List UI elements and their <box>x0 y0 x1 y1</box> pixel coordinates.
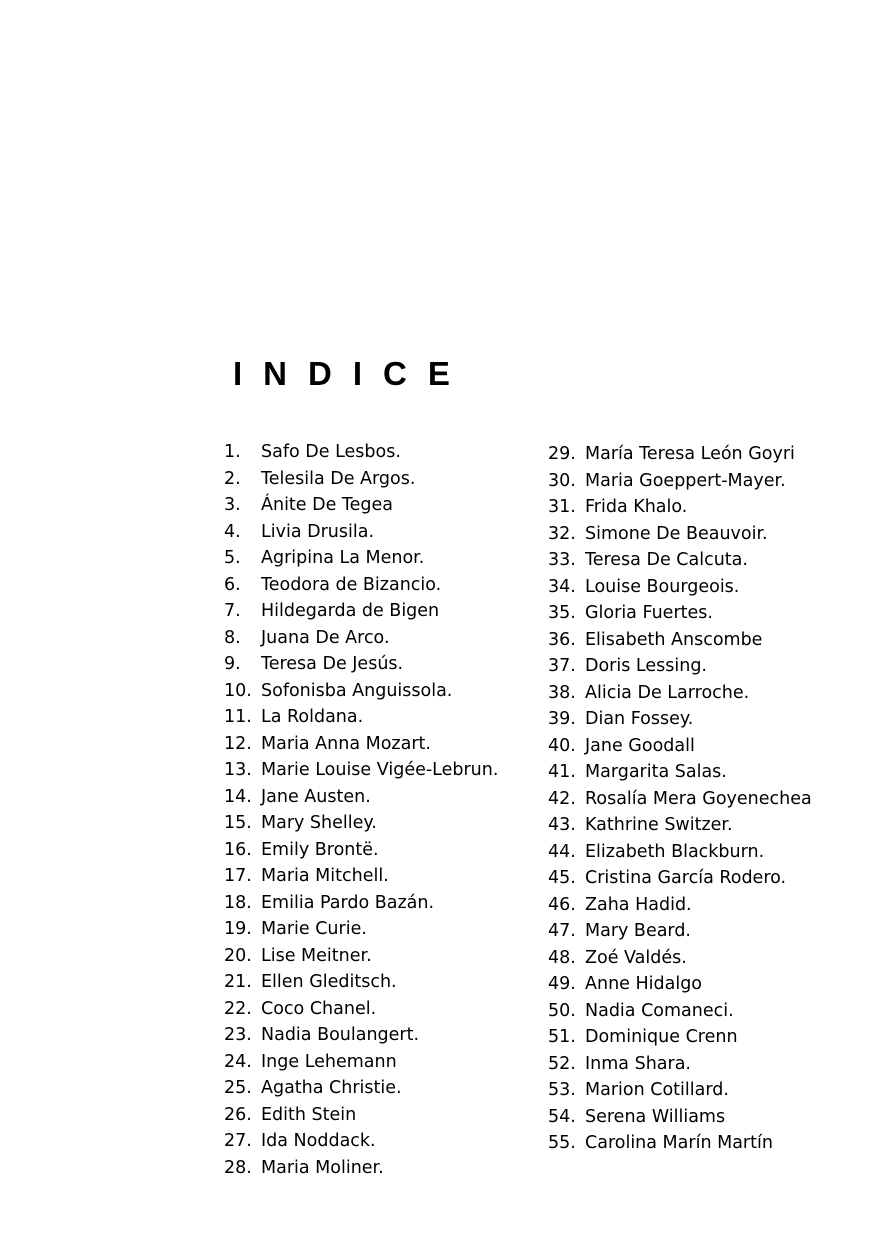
entry-name: Livia Drusila. <box>261 521 375 542</box>
entry-number: 41. <box>548 762 576 782</box>
entry-name: Emilia Pardo Bazán. <box>261 892 435 913</box>
index-entry <box>224 492 498 519</box>
entry-name: Louise Bourgeois. <box>585 576 740 597</box>
entry-number: 32. <box>548 523 576 544</box>
entry-number: 36. <box>548 629 576 650</box>
entry-name: Carolina Marín Martín <box>585 1133 773 1153</box>
index-entry <box>548 733 812 760</box>
entry-name: Simone De Beauvoir. <box>585 523 768 544</box>
index-entry <box>224 731 498 758</box>
entry-name: Coco Chanel. <box>261 998 377 1019</box>
index-entry <box>548 468 812 495</box>
entry-number: 33. <box>548 550 576 570</box>
entry-number: 17. <box>224 866 252 886</box>
entry-name: Ellen Gleditsch. <box>261 972 397 992</box>
index-entry <box>548 892 812 919</box>
entry-name: Zaha Hadid. <box>585 894 692 915</box>
entry-number: 29. <box>548 444 576 464</box>
entry-name: Margarita Salas. <box>585 762 727 782</box>
page-title: INDICE <box>233 355 471 392</box>
entry-number: 52. <box>548 1053 576 1074</box>
index-entry <box>548 653 812 680</box>
entry-number: 30. <box>548 470 576 491</box>
entry-number: 31. <box>548 497 576 517</box>
index-entry <box>548 1051 812 1078</box>
entry-number: 37. <box>548 656 576 676</box>
entry-name: Elizabeth Blackburn. <box>585 841 765 862</box>
index-entry <box>548 1130 812 1157</box>
entry-number: 8. <box>224 627 241 648</box>
index-entry <box>224 1128 498 1155</box>
index-entry <box>224 1075 498 1102</box>
entry-number: 47. <box>548 921 576 941</box>
entry-number: 39. <box>548 709 576 729</box>
entry-number: 12. <box>224 733 252 754</box>
index-entry <box>548 600 812 627</box>
entry-number: 2. <box>224 468 241 489</box>
entry-number: 10. <box>224 680 252 701</box>
index-entry <box>224 1155 498 1182</box>
entry-name: Emily Brontë. <box>261 839 379 860</box>
entry-name: Maria Mitchell. <box>261 866 389 886</box>
entry-number: 43. <box>548 815 576 835</box>
entry-name: Juana De Arco. <box>261 627 390 648</box>
entry-name: Marie Louise Vigée-Lebrun. <box>261 760 499 780</box>
index-entry <box>224 863 498 890</box>
entry-number: 5. <box>224 548 241 568</box>
entry-number: 34. <box>548 576 576 597</box>
entry-number: 9. <box>224 654 241 674</box>
entry-number: 11. <box>224 707 252 727</box>
entry-name: Anne Hidalgo <box>585 974 703 994</box>
entry-number: 22. <box>224 998 252 1019</box>
entry-name: Inma Shara. <box>585 1053 691 1074</box>
index-entry <box>548 1024 812 1051</box>
entry-number: 38. <box>548 682 576 703</box>
entry-name: Maria Moliner. <box>261 1157 384 1178</box>
index-entry <box>224 810 498 837</box>
entry-name: Inge Lehemann <box>261 1051 397 1072</box>
entry-number: 26. <box>224 1104 252 1125</box>
index-entry <box>548 1104 812 1131</box>
entry-number: 18. <box>224 892 252 913</box>
entry-number: 35. <box>548 603 576 623</box>
entry-name: La Roldana. <box>261 707 364 727</box>
entry-name: Telesila De Argos. <box>261 468 416 489</box>
index-entry <box>548 494 812 521</box>
entry-number: 23. <box>224 1025 252 1045</box>
index-entry <box>548 945 812 972</box>
index-entry <box>548 786 812 813</box>
entry-number: 15. <box>224 813 252 833</box>
entry-number: 54. <box>548 1106 576 1127</box>
entry-name: Teresa De Calcuta. <box>585 550 748 570</box>
entry-number: 21. <box>224 972 252 992</box>
index-entry <box>224 996 498 1023</box>
index-entry <box>224 916 498 943</box>
index-entry <box>224 678 498 705</box>
index-entry <box>224 943 498 970</box>
index-entry <box>224 598 498 625</box>
entry-number: 14. <box>224 786 252 807</box>
index-entry <box>548 706 812 733</box>
entry-name: Maria Goeppert-Mayer. <box>585 470 786 491</box>
entry-name: Jane Austen. <box>261 786 371 807</box>
entry-number: 48. <box>548 947 576 968</box>
entry-name: Zoé Valdés. <box>585 947 687 968</box>
entry-number: 40. <box>548 735 576 756</box>
index-entry <box>224 1022 498 1049</box>
entry-name: Agripina La Menor. <box>261 548 425 568</box>
entry-name: Gloria Fuertes. <box>585 603 713 623</box>
index-entry <box>224 466 498 493</box>
entry-number: 13. <box>224 760 252 780</box>
entry-number: 46. <box>548 894 576 915</box>
entry-number: 55. <box>548 1133 576 1153</box>
index-entry <box>224 837 498 864</box>
entry-number: 16. <box>224 839 252 860</box>
entry-name: Dominique Crenn <box>585 1027 738 1047</box>
entry-number: 27. <box>224 1131 252 1151</box>
index-entry <box>224 1049 498 1076</box>
index-entry <box>548 521 812 548</box>
entry-number: 25. <box>224 1078 252 1098</box>
entry-number: 53. <box>548 1080 576 1100</box>
index-entry <box>224 784 498 811</box>
entry-name: Nadia Boulangert. <box>261 1025 420 1045</box>
index-list-left <box>224 439 498 1181</box>
entry-number: 19. <box>224 919 252 939</box>
entry-name: Mary Beard. <box>585 921 691 941</box>
index-entry <box>548 547 812 574</box>
entry-number: 4. <box>224 521 241 542</box>
entry-name: Cristina García Rodero. <box>585 868 787 888</box>
entry-number: 7. <box>224 601 241 621</box>
index-entry <box>548 441 812 468</box>
index-entry <box>548 680 812 707</box>
entry-number: 1. <box>224 442 241 462</box>
entry-name: Elisabeth Anscombe <box>585 629 763 650</box>
entry-name: Edith Stein <box>261 1104 357 1125</box>
entry-name: Serena Williams <box>585 1106 726 1127</box>
entry-name: Sofonisba Anguissola. <box>261 680 453 701</box>
entry-name: Mary Shelley. <box>261 813 377 833</box>
entry-name: Nadia Comaneci. <box>585 1000 734 1021</box>
index-entry <box>548 574 812 601</box>
entry-name: Jane Goodall <box>585 735 695 756</box>
index-entry <box>224 572 498 599</box>
entry-number: 51. <box>548 1027 576 1047</box>
entry-number: 28. <box>224 1157 252 1178</box>
entry-name: Maria Anna Mozart. <box>261 733 431 754</box>
entry-name: Doris Lessing. <box>585 656 707 676</box>
entry-name: Ida Noddack. <box>261 1131 376 1151</box>
entry-name: Frida Khalo. <box>585 497 688 517</box>
index-entry <box>224 704 498 731</box>
entry-number: 50. <box>548 1000 576 1021</box>
entry-number: 44. <box>548 841 576 862</box>
index-entry <box>224 545 498 572</box>
index-entry <box>224 1102 498 1129</box>
entry-name: Lise Meitner. <box>261 945 372 966</box>
entry-number: 49. <box>548 974 576 994</box>
index-entry <box>548 971 812 998</box>
index-entry <box>548 812 812 839</box>
index-entry <box>548 627 812 654</box>
index-entry <box>548 759 812 786</box>
index-entry <box>224 439 498 466</box>
entry-number: 20. <box>224 945 252 966</box>
index-entry <box>224 519 498 546</box>
entry-name: Hildegarda de Bigen <box>261 601 440 621</box>
index-entry <box>224 625 498 652</box>
index-list-right <box>548 441 812 1157</box>
entry-name: Rosalía Mera Goyenechea <box>585 788 812 809</box>
entry-name: Teodora de Bizancio. <box>261 574 442 595</box>
entry-name: Alicia De Larroche. <box>585 682 750 703</box>
index-entry <box>224 969 498 996</box>
entry-name: Safo De Lesbos. <box>261 442 401 462</box>
index-entry <box>224 651 498 678</box>
entry-number: 24. <box>224 1051 252 1072</box>
index-entry <box>224 890 498 917</box>
entry-name: Agatha Christie. <box>261 1078 402 1098</box>
entry-name: Teresa De Jesús. <box>261 654 404 674</box>
entry-number: 3. <box>224 495 241 515</box>
index-entry <box>548 998 812 1025</box>
index-entry <box>224 757 498 784</box>
entry-name: Ánite De Tegea <box>261 495 394 515</box>
index-entry <box>548 918 812 945</box>
entry-name: Dian Fossey. <box>585 709 694 729</box>
index-entry <box>548 865 812 892</box>
index-entry <box>548 839 812 866</box>
entry-name: Marie Curie. <box>261 919 367 939</box>
entry-name: Marion Cotillard. <box>585 1080 729 1100</box>
entry-number: 6. <box>224 574 241 595</box>
index-entry <box>548 1077 812 1104</box>
entry-number: 42. <box>548 788 576 809</box>
entry-name: Kathrine Switzer. <box>585 815 733 835</box>
entry-name: María Teresa León Goyri <box>585 444 795 464</box>
entry-number: 45. <box>548 868 576 888</box>
